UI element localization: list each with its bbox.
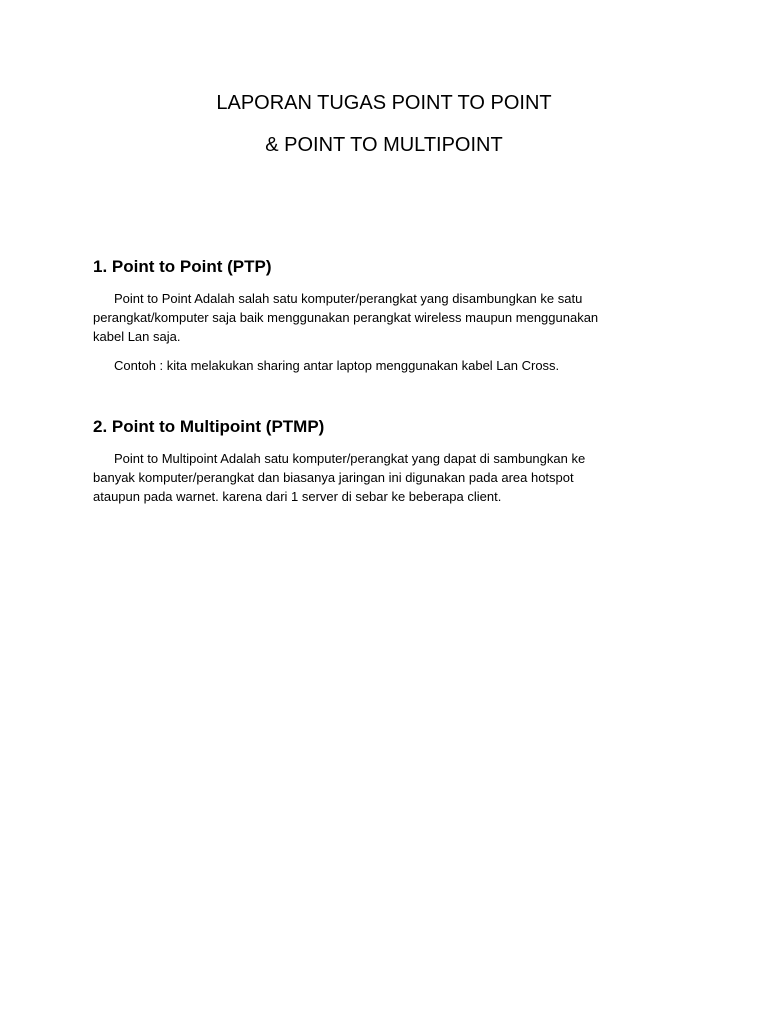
paragraph-line: Point to Point Adalah salah satu komputer/perangkat yang disambungkan ke satu [114, 291, 583, 306]
paragraph-line: ataupun pada warnet. karena dari 1 server di sebar ke beberapa client. [93, 489, 502, 504]
section-heading-ptp: 1. Point to Point (PTP) [93, 257, 272, 276]
section-example-ptp [93, 356, 678, 375]
paragraph-line: banyak komputer/perangkat dan biasanya jaringan ini digunakan pada area hotspot [93, 470, 574, 485]
paragraph-line: perangkat/komputer saja baik menggunakan perangkat wireless maupun menggunakan [93, 310, 599, 325]
section-heading-ptmp: 2. Point to Multipoint (PTMP) [93, 417, 325, 436]
example-line: Contoh : kita melakukan sharing antar laptop menggunakan kabel Lan Cross. [114, 358, 560, 373]
paragraph-line: Point to Multipoint Adalah satu komputer/perangkat yang dapat di sambungkan ke [114, 451, 586, 466]
document-title-line-1: LAPORAN TUGAS POINT TO POINT [216, 92, 552, 114]
paragraph-line: kabel Lan saja. [93, 329, 181, 344]
document-title-line-2: & POINT TO MULTIPOINT [265, 134, 503, 156]
section-paragraph-ptmp [93, 449, 678, 506]
section-paragraph-ptp [93, 289, 678, 346]
